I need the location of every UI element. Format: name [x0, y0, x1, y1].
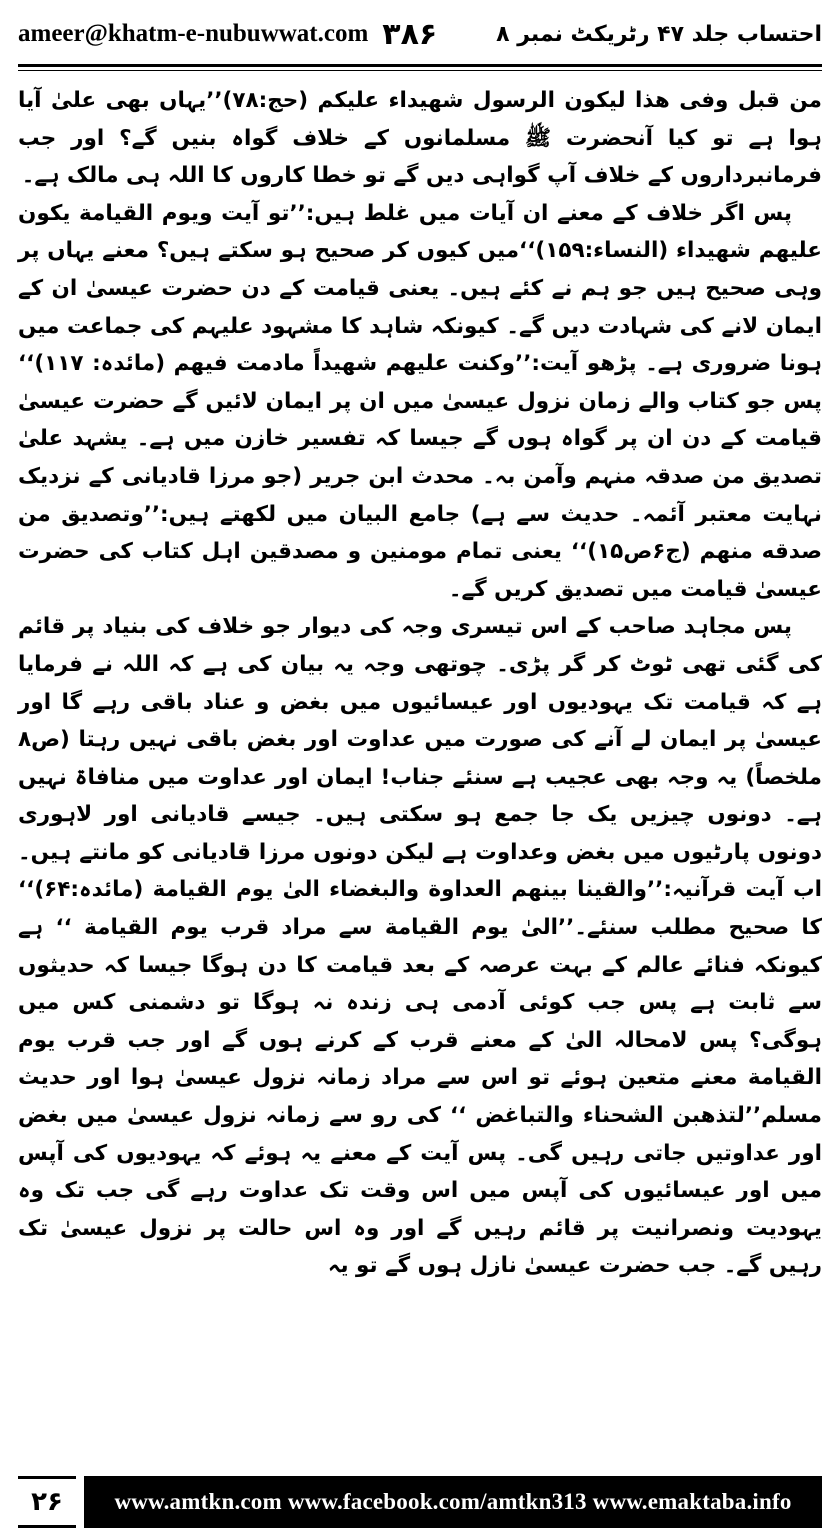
header-left	[18, 17, 437, 52]
paragraph-1: من قبل وفی هذا لیکون الرسول شهیداء علیکم (حج:۷۸)’’یہاں بھی علیٰ آیا ہوا ہے تو کیا آنحضرت ﷺ مسلمانوں کے خلاف گواہ بنیں گے؟ اور جب فرمانبرداروں کے خلاف آپ گواہی دیں گے تو خطا کاروں کا اللہ ہی مالک ہے۔	[18, 88, 822, 189]
body-text	[18, 82, 822, 1460]
header-rule-thick	[18, 64, 822, 67]
page-footer	[18, 1476, 822, 1528]
page-header	[18, 10, 822, 58]
footer-links[interactable]: www.amtkn.com www.facebook.com/amtkn313 www.emaktaba.info	[84, 1476, 822, 1528]
header-page-number: ۳۸۶	[382, 16, 438, 52]
footer-page-number: ۲۶	[18, 1476, 76, 1528]
header-email[interactable]: ameer@khatm-e-nubuwwat.com	[18, 20, 369, 47]
header-rule-thin	[18, 70, 822, 71]
header-series-title: احتساب جلد ۴۷ رٹریکٹ نمبر ۸	[496, 21, 822, 47]
paragraph-2: پس اگر خلاف کے معنے ان آیات میں غلط ہیں:’’تو آیت ویوم القیامة یکون علیهم شهیداء (النساء:۱۵۹)‘‘میں کیوں کر صحیح ہو سکتے ہیں؟ معنے یہاں پر وہی صحیح ہیں جو ہم نے کئے ہیں۔ یعنی قیامت کے دن حضرت عیسیٰ ان کے ایمان لانے کی شہادت دیں گے۔ کیونکہ شاہد کا مشہود علیہم کی جماعت میں ہونا ضروری ہے۔ پڑھو آیت:’’وکنت علیهم شهیداً مادمت فیهم (مائدہ: ۱۱۷)‘‘ پس جو کتاب والے زمان نزول عیسیٰ میں ان پر ایمان لائیں گے حضرت عیسیٰ قیامت کے دن ان پر گواہ ہوں گے جیسا کہ تفسیر خازن میں ہے۔ یشہد علیٰ تصدیق من صدقہ منہم وآمن بہ۔ محدث ابن جریر (جو مرزا قادیانی کے نزدیک نہایت معتبر آئمہ۔ حدیث سے ہے) جامع البیان میں لکھتے ہیں:’’وتصدیق من صدقه منهم (ج۶ص۱۵)‘‘ یعنی تمام مومنین و مصدقین اہل کتاب کی حضرت عیسیٰ قیامت میں تصدیق کریں گے۔	[18, 200, 822, 602]
paragraph-3: پس مجاہد صاحب کے اس تیسری وجہ کی دیوار جو خلاف کی بنیاد پر قائم کی گئی تھی ٹوٹ کر گر پڑی۔ چوتھی وجہ یہ بیان کی ہے کہ اللہ نے فرمایا ہے کہ قیامت تک یہودیوں اور عیسائیوں میں بغض و عناد باقی رہے گا اور عیسیٰ پر ایمان لے آنے کی صورت میں عداوت اور بغض باقی نہیں رہتا (ص۸ ملخصاً) یہ وجہ بھی عجیب ہے سنئے جناب! ایمان اور عداوت میں منافاۃ نہیں ہے۔ دونوں چیزیں یک جا جمع ہو سکتی ہیں۔ جیسے قادیانی اور لاہوری دونوں پارٹیوں میں بغض وعداوت ہے لیکن دونوں مرزا قادیانی کو مانتے ہیں۔ اب آیت قرآنیہ:’’والقینا بینهم العداوة والبغضاء الیٰ یوم القیامة (مائدہ:۶۴)‘‘ کا صحیح مطلب سنئے۔’’الیٰ یوم القیامة سے مراد قرب یوم القیامة ‘‘ ہے کیونکہ فنائے عالم کے بہت عرصہ کے بعد قیامت کا دن ہوگا جیسا کہ حدیثوں سے ثابت ہے پس جب کوئی آدمی ہی زندہ نہ ہوگا تو دشمنی کس میں ہوگی؟ پس لامحالہ الیٰ کے معنے قرب کے کرنے ہوں گے اور جب قرب یوم القیامة معنے متعین ہوئے تو اس سے مراد زمانہ نزول عیسیٰ ہوا اور حدیث مسلم’’لتذهبن الشحناء والتباغض ‘‘ کی رو سے زمانہ نزول عیسیٰ میں بغض اور عداوتیں جاتی رہیں گی۔ پس آیت کے معنے یہ ہوئے کہ یہودیوں کی آپس میں اور عیسائیوں کی آپس میں اس وقت تک عداوت رہے گی جب تک وہ یہودیت ونصرانیت پر قائم رہیں گے اور وہ اس حالت پر نزول عیسیٰ تک رہیں گے۔ جب حضرت عیسیٰ نازل ہوں گے تو یہ	[18, 614, 822, 1279]
